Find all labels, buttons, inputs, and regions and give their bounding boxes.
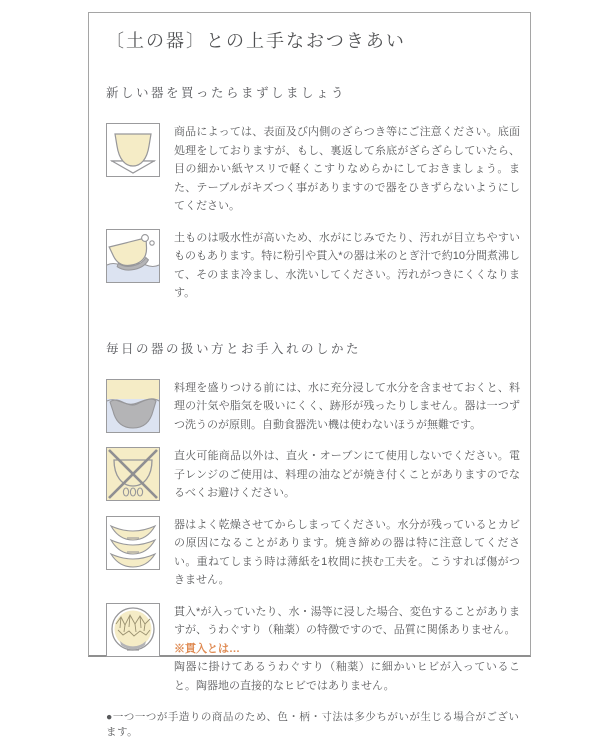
care-guide-sheet: [88, 12, 531, 738]
boiling-bowl-icon: [106, 229, 160, 283]
footer-note: ●一つ一つが手造りの商品のため、色・柄・寸法は多少ちがいが生じる場合がございます。: [106, 711, 520, 738]
care-text: 器はよく乾燥させてからしまってください。水分が残っているとカビの原因になることがあります。焼き締めの器は特に注意してください。重ねてしまう時は薄紙を1枚間に挟む工夫を。こうすれば傷がつきません。: [174, 518, 520, 586]
section-daily-care: [106, 339, 520, 696]
section-heading-new-dish: 新しい器を買ったらまずしましょう: [106, 86, 347, 100]
care-text: 商品によっては、表面及び内側のざらつき等にご注意ください。底面処理をしておりますが、もし、裏返して糸底がざらざらしていたら、目の細かい紙ヤスリで軽くこすりなめらかにしておきましょう。また、テーブルがキズつく事がありますので器をひきずらないようにしてください。: [174, 126, 520, 212]
crazed-glaze-bowl-icon: [106, 603, 160, 657]
care-item-crazing: [106, 603, 520, 696]
section-heading-daily-care: 毎日の器の扱い方とお手入れのしかた: [106, 341, 362, 356]
care-text: 貫入*が入っていたり、水・湯等に浸した場合、変色することがありますが、うわぐすり（釉薬）の特徴ですので、品質に関係ありません。 ※貫入とは… 陶器に掛けてあるうわぐすり（釉薬）に細かいヒビが入っていること。陶器地の直接的なヒビではありません。: [174, 603, 520, 696]
no-direct-fire-icon: [106, 447, 160, 501]
care-item-no-fire: [106, 447, 520, 503]
soaking-bowl-icon: [106, 379, 160, 433]
care-item-dry-stack: [106, 516, 520, 590]
flipped-bowl-check-base-icon: [106, 123, 160, 177]
section-new-dish: [106, 83, 520, 303]
care-item-boil: [106, 229, 520, 303]
crazing-note-label: ※貫入とは…: [174, 642, 240, 655]
care-text: 料理を盛りつける前には、水に充分浸して水分を含ませておくと、料理の汁気や脂気を吸いにくく、跡形が残ったりしません。器は一つずつ洗うのが原則。自動食器洗い機は使わないほうが無難です。: [174, 381, 520, 431]
page-title: 〔土の器〕との上手なおつきあい: [106, 31, 406, 51]
care-text: 土ものは吸水性が高いため、水がにじみでたり、汚れが目立ちやすいものもあります。特に粉引や貫入*の器は米のとぎ汁で約10分間煮沸して、そのまま冷まし、水洗いしてください。汚れがつきにくくなります。: [174, 231, 520, 299]
crazing-note-text: 陶器に掛けてあるうわぐすり（釉薬）に細かいヒビが入っていること。陶器地の直接的なヒビではありません。: [174, 661, 520, 692]
care-item-check-base: [106, 123, 520, 216]
care-text: 直火可能商品以外は、直火・オーブンにて使用しないでください。電子レンジのご使用は、料理の油などが焼き付くことがありますのでなるべくお避けください。: [174, 450, 520, 499]
stacked-bowls-icon: [106, 516, 160, 570]
care-item-soak: [106, 379, 520, 435]
